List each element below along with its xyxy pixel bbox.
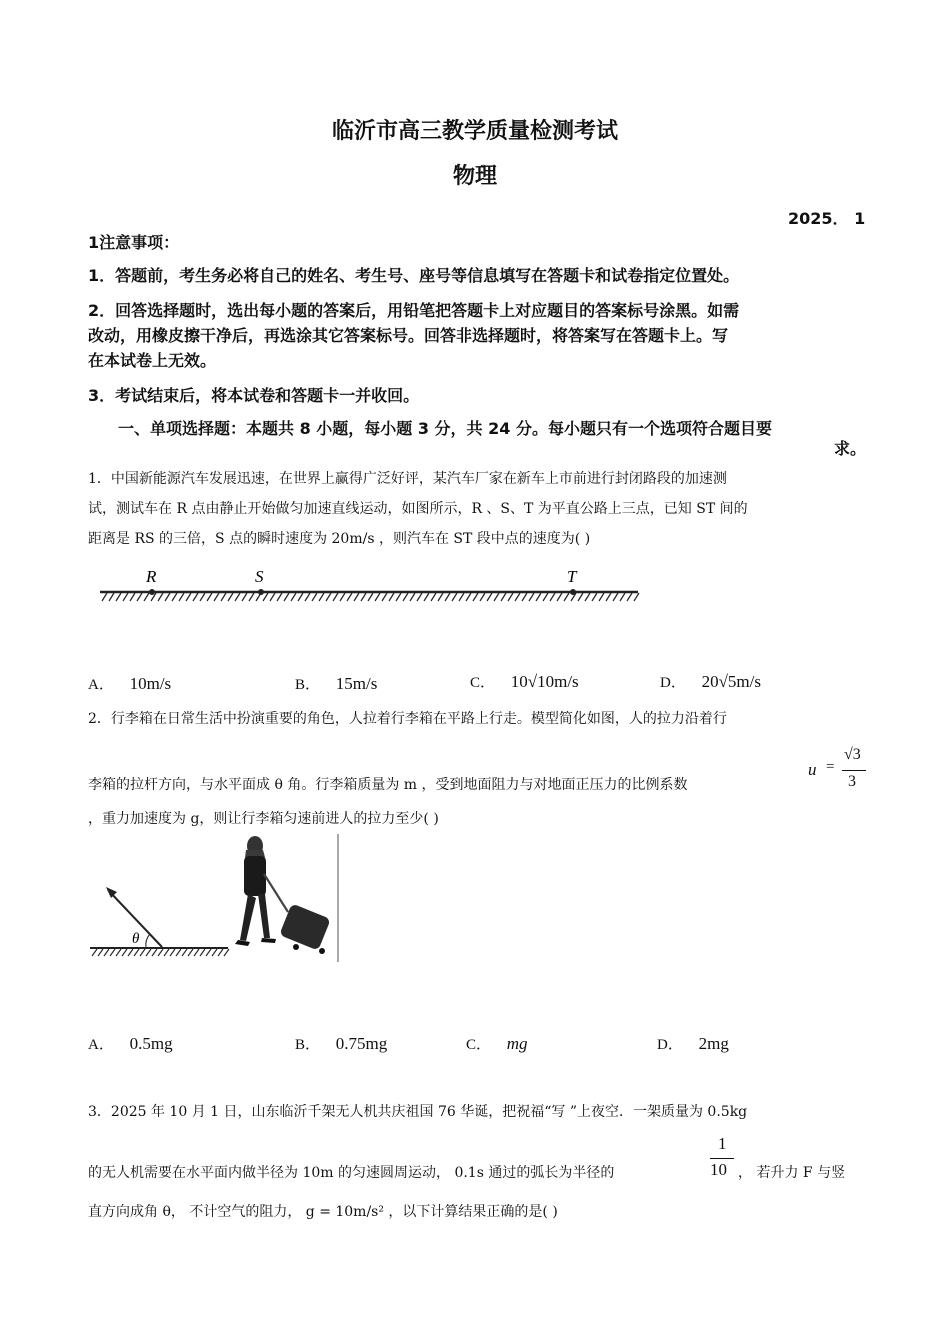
q1-option-a-value: 10m/s [129, 674, 172, 693]
q1-line1: 1．中国新能源汽车发展迅速，在世界上赢得广泛好评，某汽车厂家在新车上市前进行封闭路段的加速测 [88, 471, 727, 487]
q1-road-figure [96, 562, 644, 612]
q2-option-d[interactable] [657, 1033, 729, 1054]
mu-denominator: 3 [848, 773, 856, 790]
q1-option-b-letter: B． [295, 677, 321, 693]
q1-option-a[interactable] [88, 673, 171, 694]
note-item-2-cont2: 在本试卷上无效。 [88, 351, 217, 370]
q1-option-c[interactable] [470, 671, 579, 692]
q2-option-b-value: 0.75mg [335, 1034, 388, 1053]
label-r: R [146, 567, 157, 586]
section-heading-cont: 求。 [834, 439, 867, 458]
exam-date: 2025． 1 [788, 209, 866, 228]
q2-option-b-letter: B． [295, 1037, 321, 1053]
q2-option-b[interactable] [295, 1033, 387, 1054]
q2-line2: 李箱的拉杆方向，与水平面成 θ 角。行李箱质量为 m ，受到地面阻力与对地面正压力的比例系数 [88, 777, 688, 793]
point-s [258, 589, 264, 595]
q1-option-b-value: 15m/s [335, 674, 378, 693]
angle-arc [146, 934, 150, 947]
q2-option-c[interactable] [466, 1033, 528, 1054]
mu-fraction-bar [842, 770, 866, 771]
q2-line1: 2．行李箱在日常生活中扮演重要的角色，人拉着行李箱在平路上行走。模型简化如图，人的拉力沿着行 [88, 711, 727, 727]
q1-option-c-letter: C． [470, 675, 496, 691]
note-item-3: 3．考试结束后，将本试卷和答题卡一并收回。 [88, 386, 420, 405]
q1-option-c-value: 10√10m/s [510, 672, 579, 691]
subject-title: 物理 [452, 164, 497, 189]
notes-heading: 1注意事项： [88, 233, 180, 252]
q2-line3: ，重力加速度为 g，则让行李箱匀速前进人的拉力至少( ) [88, 811, 439, 827]
q1-line2: 试，测试车在 R 点由静止开始做匀加速直线运动，如图所示，R 、S、T 为平直公路上三点，已知 ST 间的 [88, 501, 748, 517]
q2-option-a[interactable] [88, 1033, 173, 1054]
q1-option-b[interactable] [295, 673, 377, 694]
q3-fraction-numerator: 1 [718, 1134, 727, 1153]
q2-option-d-value: 2mg [698, 1034, 729, 1053]
person-with-suitcase-icon [235, 836, 331, 954]
point-t [570, 589, 576, 595]
q3-fraction-bar [710, 1158, 734, 1159]
q1-option-a-letter: A． [88, 677, 114, 693]
label-s: S [255, 567, 264, 586]
note-item-1: 1．答题前，考生务必将自己的姓名、考生号、座号等信息填写在答题卡和试卷指定位置处。 [88, 266, 740, 285]
q1-option-d[interactable] [660, 671, 761, 692]
mu-numerator: √3 [844, 746, 861, 763]
q2-mu-formula [808, 746, 868, 794]
mu-equals: = [826, 759, 835, 775]
exam-title: 临沂市高三教学质量检测考试 [331, 119, 618, 144]
ground-hatching [92, 949, 229, 956]
mu-symbol: u [808, 760, 817, 779]
q3-fraction-denominator: 10 [710, 1160, 727, 1179]
point-r [149, 589, 155, 595]
q2-option-c-value: mg [506, 1034, 528, 1053]
q1-option-d-value: 20√5m/s [701, 672, 761, 691]
q3-line2b: ， 若升力 F 与竖 [738, 1165, 846, 1181]
label-t: T [567, 567, 577, 586]
q3-fraction [708, 1134, 736, 1184]
q2-option-c-letter: C． [466, 1037, 492, 1053]
q1-line3: 距离是 RS 的三倍，S 点的瞬时速度为 20m/s ，则汽车在 ST 段中点的速度为( ) [88, 531, 591, 547]
note-item-2: 2．回答选择题时，选出每小题的答案后，用铅笔把答题卡上对应题目的答案标号涂黑。如需 [88, 301, 740, 320]
angle-label: θ [132, 931, 140, 947]
q3-line1: 3．2025 年 10 月 1 日，山东临沂千架无人机共庆祖国 76 华诞，把祝福“写 ”上夜空．一架质量为 0.5kg [88, 1104, 748, 1120]
section-heading: 一、单项选择题：本题共 8 小题，每小题 3 分，共 24 分。每小题只有一个选项符合题目要 [118, 419, 772, 438]
q2-option-a-value: 0.5mg [129, 1034, 173, 1053]
q2-luggage-figure [88, 830, 343, 965]
q3-line2a: 的无人机需要在水平面内做半径为 10m 的匀速圆周运动， 0.1s 通过的弧长为半径的 [88, 1165, 615, 1181]
q2-option-a-letter: A． [88, 1037, 114, 1053]
road-hatching [102, 593, 639, 601]
q3-line3: 直方向成角 θ， 不计空气的阻力， g = 10m/s² ，以下计算结果正确的是( ) [88, 1204, 558, 1220]
note-item-2-cont: 改动，用橡皮擦干净后，再选涂其它答案标号。回答非选择题时，将答案写在答题卡上。写 [88, 326, 729, 345]
q1-option-d-letter: D． [660, 675, 686, 691]
q2-option-d-letter: D． [657, 1037, 683, 1053]
